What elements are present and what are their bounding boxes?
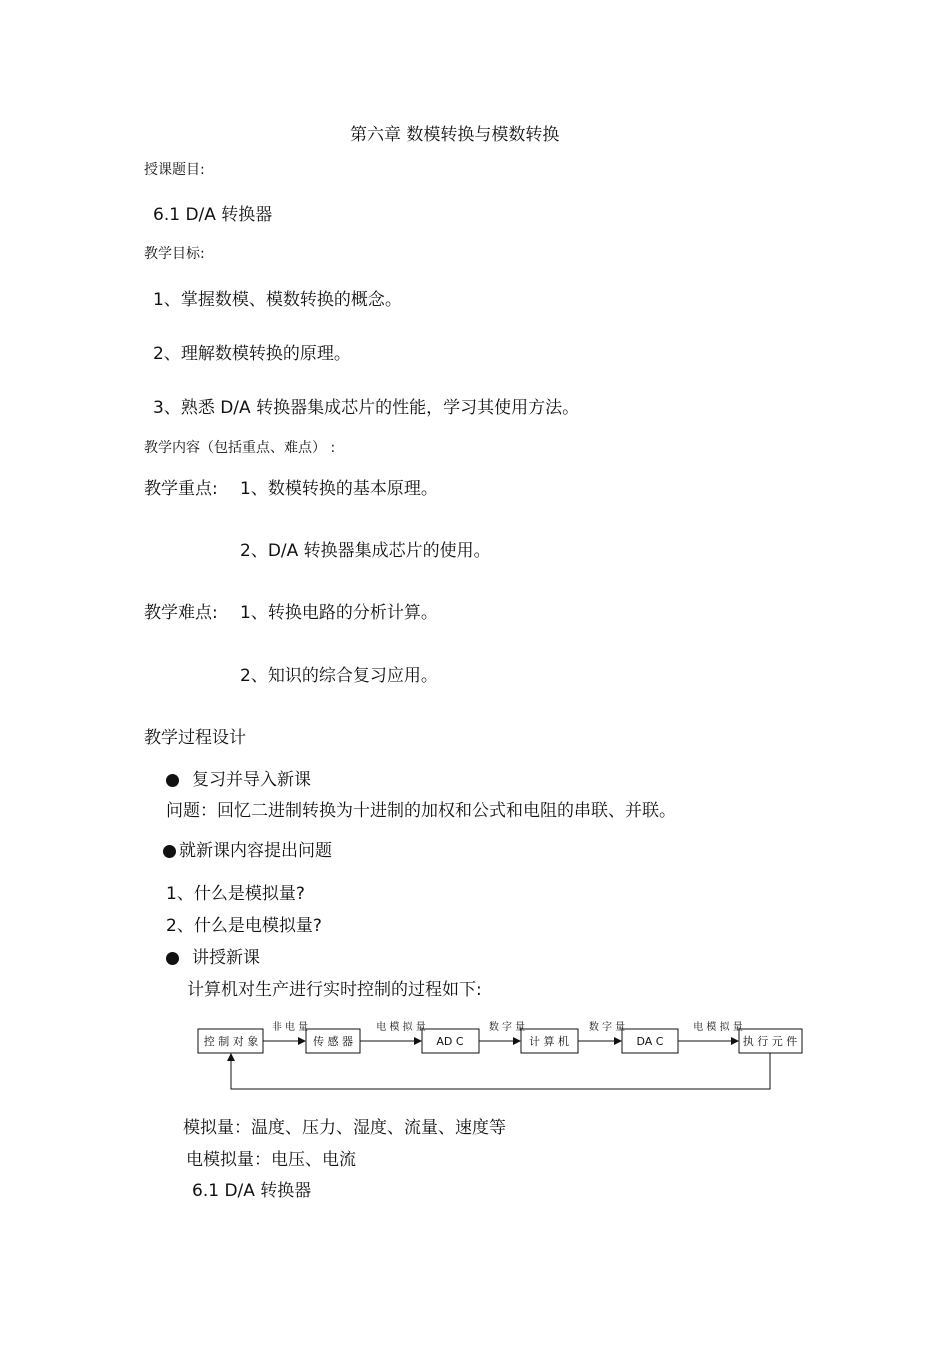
content-label: 教学内容（包括重点、难点） :: [144, 440, 336, 456]
bullet-icon: [166, 952, 179, 965]
difficult-point-item: 1、转换电路的分析计算。: [240, 603, 438, 623]
key-points-label: 教学重点:: [144, 479, 218, 499]
goal-item: 1、掌握数模、模数转换的概念。: [153, 290, 402, 310]
goal-item: 3、熟悉 D/A 转换器集成芯片的性能，学习其使用方法。: [153, 398, 580, 418]
goals-label: 教学目标:: [144, 246, 205, 262]
page-title: 第六章 数模转换与模数转换: [350, 125, 560, 145]
question-item: 1、什么是模拟量?: [166, 884, 305, 904]
diagram-arrow-label: 数 字 量: [488, 1022, 526, 1033]
lecture-heading: 讲授新课: [192, 948, 260, 968]
diagram-box-label: 控 制 对 象: [203, 1035, 259, 1048]
review-heading: 复习并导入新课: [192, 770, 311, 790]
diagram-box-label: DA C: [636, 1035, 664, 1048]
bullet-icon: [166, 774, 179, 787]
bullet-icon: [163, 845, 176, 858]
diagram-box-label: 计 算 机: [529, 1035, 569, 1048]
question-item: 2、什么是电模拟量?: [166, 916, 322, 936]
diagram-box-label: AD C: [436, 1035, 464, 1048]
diagram-arrow-label: 非 电 量: [271, 1022, 309, 1033]
lecture-intro: 计算机对生产进行实时控制的过程如下:: [187, 980, 482, 1000]
questions-heading: 就新课内容提出问题: [179, 841, 332, 861]
key-point-item: 1、数模转换的基本原理。: [240, 479, 438, 499]
topic-text: 6.1 D/A 转换器: [153, 205, 273, 225]
control-process-diagram: [190, 1010, 820, 1100]
key-point-item: 2、D/A 转换器集成芯片的使用。: [240, 541, 491, 561]
topic-label: 授课题目:: [144, 162, 205, 178]
difficult-points-label: 教学难点:: [144, 603, 218, 623]
goal-item: 2、理解数模转换的原理。: [153, 344, 351, 364]
diagram-arrow-label: 数 字 量: [588, 1022, 626, 1033]
diagram-feedback-line: [231, 1053, 770, 1089]
review-question: 问题：回忆二进制转换为十进制的加权和公式和电阻的串联、并联。: [166, 801, 676, 821]
note-analog-quantity: 模拟量：温度、压力、湿度、流量、速度等: [183, 1118, 506, 1138]
process-label: 教学过程设计: [144, 728, 246, 748]
diagram-arrow-label: 电 模 拟 量: [693, 1022, 743, 1033]
diagram-box-label: 传 感 器: [313, 1035, 353, 1048]
section-heading: 6.1 D/A 转换器: [192, 1181, 312, 1201]
diagram-box-label: 执 行 元 件: [742, 1035, 798, 1048]
difficult-point-item: 2、知识的综合复习应用。: [240, 666, 438, 686]
diagram-arrow-label: 电 模 拟 量: [376, 1022, 426, 1033]
note-electric-analog: 电模拟量：电压、电流: [186, 1150, 356, 1170]
